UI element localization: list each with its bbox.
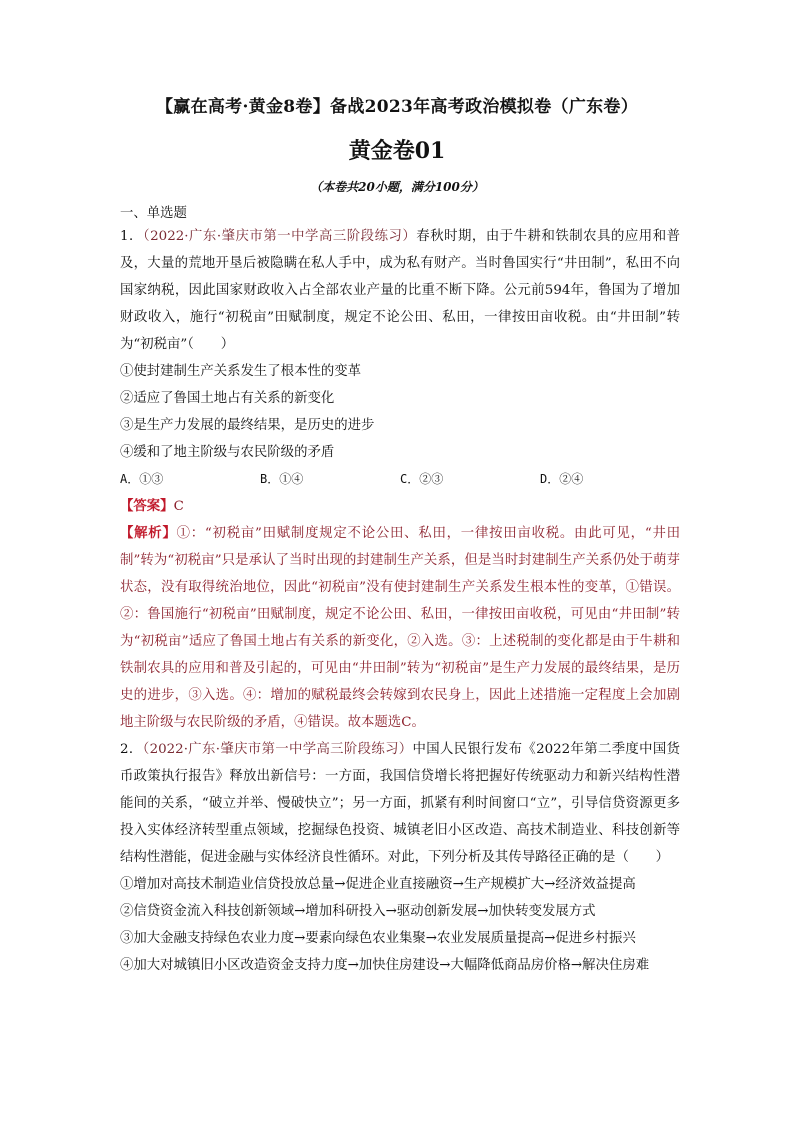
- answer-label: 【答案】: [120, 498, 174, 514]
- question-2-number: 2．: [120, 742, 143, 757]
- exam-subtitle: 黄金卷01: [348, 138, 446, 164]
- question-2-option-2: ②信贷资金流入科技创新领域→增加科研投入→驱动创新发展→加快转变发展方式: [120, 904, 596, 919]
- question-1-choices: [120, 466, 680, 493]
- question-1-answer: [120, 493, 680, 520]
- exam-title: 【赢在高考·黄金8卷】备战2023年高考政治模拟卷（广东卷）: [155, 97, 639, 117]
- question-1-option-3: ③是生产力发展的最终结果，是历史的进步: [120, 418, 375, 433]
- choice-c: C．②③: [400, 472, 444, 486]
- question-1-number: 1．: [120, 229, 143, 244]
- question-2: [120, 736, 680, 871]
- question-2-option-1: ①增加对高技术制造业信贷投放总量→促进企业直接融资→生产规模扩大→经济效益提高: [120, 877, 636, 892]
- exam-content: [120, 205, 680, 979]
- analysis-text: ①：“初税亩”田赋制度规定不论公田、私田，一律按田亩收税。由此可见，“井田制”转为“初税亩”只是承认了当时出现的封建制生产关系，但是当时封建制生产关系仍处于萌芽状态，没有取得统治地位，因此“初税亩”没有使封建制生产关系发生根本性的变革，①错误。②：鲁国施行“初税亩”田赋制度，规定不论公田、私田，一律按田亩收税，可见由“井田制”转为“初税亩”适应了鲁国土地占有关系的新变化，②入选。③：上述税制的变化都是由于牛耕和铁制农具的应用和普及引起的，可见由“井田制”转为“初税亩”是生产力发展的最终结果，是历史的进步，③入选。④：增加的赋税最终会转嫁到农民身上，因此上述措施一定程度上会加剧地主阶级与农民阶级的矛盾，④错误。故本题选C。: [120, 526, 680, 730]
- section-heading: 一、单选题: [120, 206, 187, 221]
- choice-b: B．①④: [260, 472, 304, 486]
- question-2-source: （2022·广东·肇庆市第一中学高三阶段练习）: [142, 742, 413, 757]
- exam-note: （本卷共20小题，满分100分）: [310, 180, 484, 194]
- question-1-option-4: ④缓和了地主阶级与农民阶级的矛盾: [120, 445, 335, 460]
- question-2-option-3: ③加大金融支持绿色农业力度→要素向绿色农业集聚→农业发展质量提高→促进乡村振兴: [120, 931, 636, 946]
- choice-a: A．①③: [120, 472, 164, 486]
- choice-d: D．②④: [540, 472, 584, 486]
- question-1: [120, 223, 680, 358]
- question-1-option-1: ①使封建制生产关系发生了根本性的变革: [120, 364, 362, 379]
- answer-value: C: [173, 499, 184, 514]
- analysis-label: 【解析】: [120, 525, 177, 541]
- question-1-analysis: [120, 520, 680, 736]
- question-1-stem: 春秋时期，由于牛耕和铁制农具的应用和普及，大量的荒地开垦后被隐瞒在私人手中，成为私有财产。当时鲁国实行“井田制”，私田不向国家纳税，因此国家财政收入占全部农业产量的比重不断下降。公元前594年，鲁国为了增加财政收入，施行“初税亩”田赋制度，规定不论公田、私田，一律按田亩收税。由“井田制”转为“初税亩”（ ）: [120, 229, 681, 352]
- question-1-option-2: ②适应了鲁国土地占有关系的新变化: [120, 391, 335, 406]
- question-2-stem: 中国人民银行发布《2022年第二季度中国货币政策执行报告》释放出新信号：一方面，我国信贷增长将把握好传统驱动力和新兴结构性潜能间的关系，“破立并举、慢破快立”；另一方面，抓紧有利时间窗口“立”，引导信贷资源更多投入实体经济转型重点领域，挖掘绿色投资、城镇老旧小区改造、高技术制造业、科技创新等结构性潜能，促进金融与实体经济良性循环。对此，下列分析及其传导路径正确的是（ ）: [120, 742, 681, 865]
- question-2-option-4: ④加大对城镇旧小区改造资金支持力度→加快住房建设→大幅降低商品房价格→解决住房难: [120, 958, 650, 973]
- question-1-source: （2022·广东·肇庆市第一中学高三阶段练习）: [142, 229, 417, 244]
